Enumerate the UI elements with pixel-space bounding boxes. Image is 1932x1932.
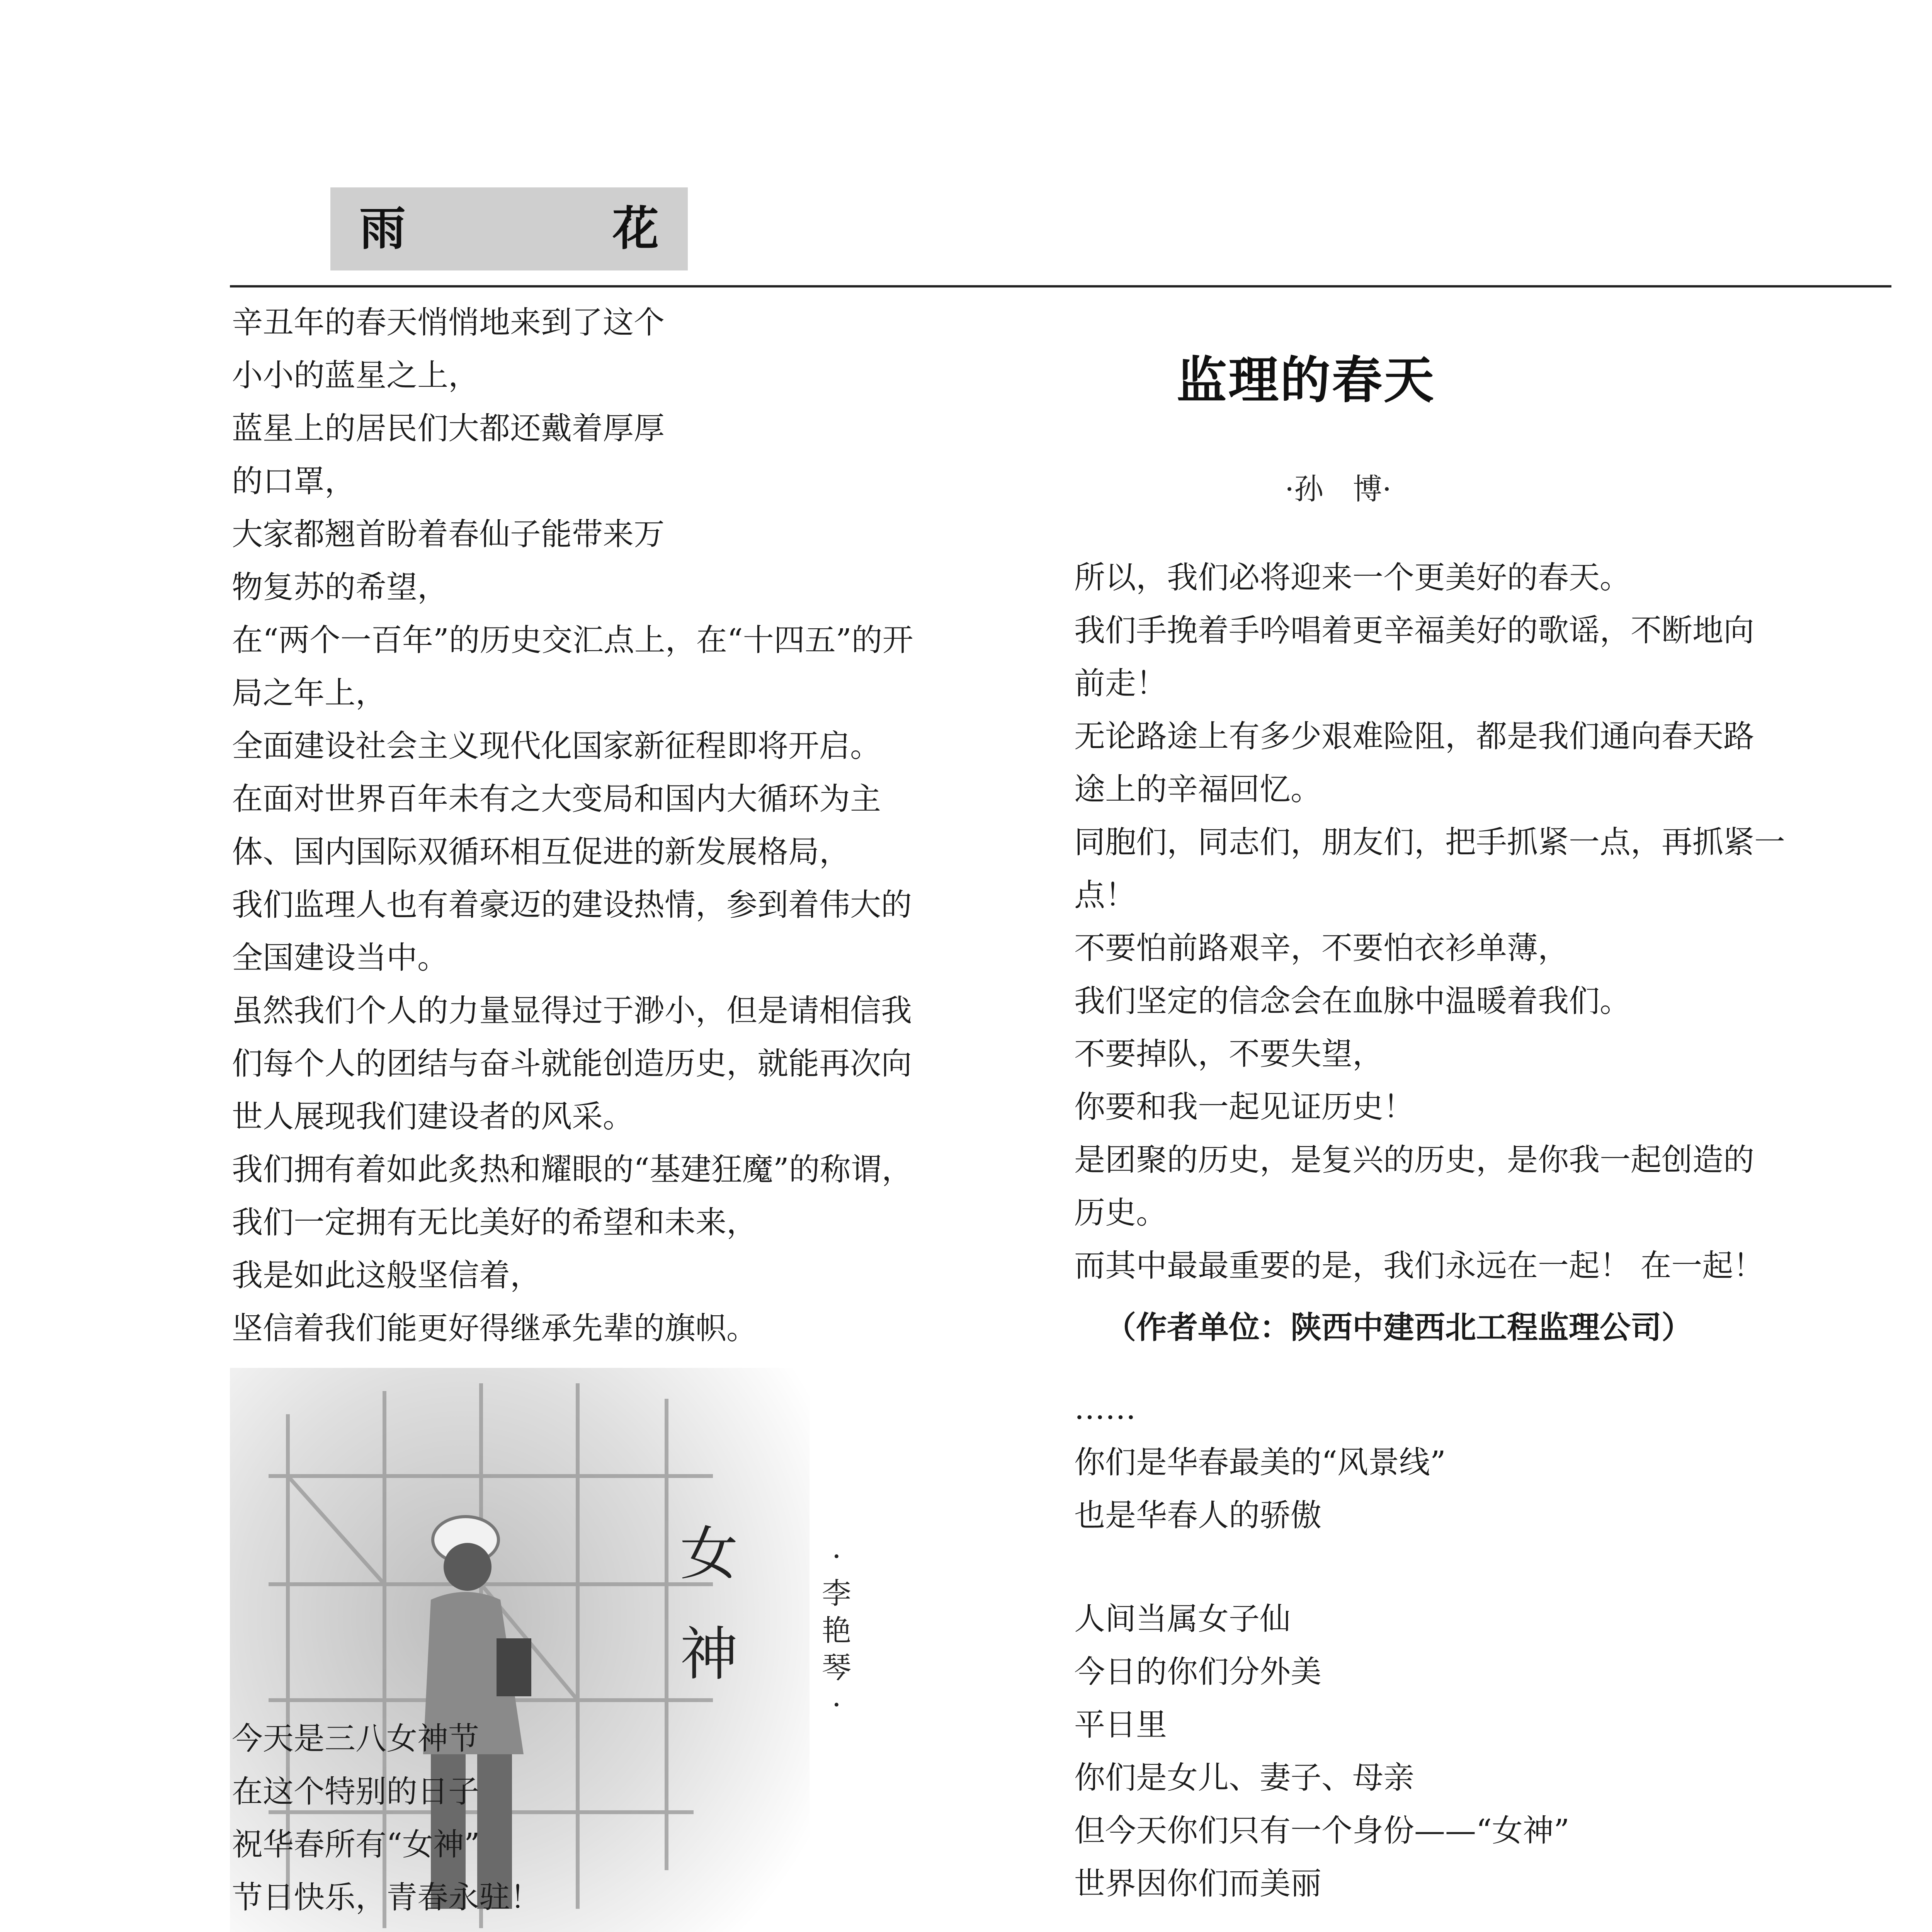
text-line: 你们是女儿、妻子、母亲	[1074, 1760, 1414, 1796]
author-char: ·	[832, 1687, 842, 1722]
text-line: 今天是三八女神节	[232, 1721, 479, 1757]
section-label-char: 花	[612, 202, 659, 256]
text-line: 全国建设当中。	[232, 940, 448, 976]
text-line: 世界因你们而美丽	[1074, 1866, 1321, 1901]
text-line: 祝华春所有“女神”	[232, 1827, 480, 1862]
text-line: 而其中最最重要的是，我们永远在一起！ 在一起！	[1074, 1248, 1764, 1284]
poem-title-char: 神	[680, 1621, 738, 1688]
text-line: 在这个特别的日子	[232, 1774, 479, 1810]
text-line: 今日的你们分外美	[1074, 1654, 1321, 1690]
text-line: 前走！	[1074, 665, 1167, 701]
text-line: 大家都翘首盼着春仙子能带来万	[232, 516, 665, 552]
text-line: 我们监理人也有着豪迈的建设热情，参到着伟大的	[232, 887, 912, 923]
text-line: 不要掉队，不要失望，	[1074, 1036, 1383, 1072]
text-line: 历史。	[1074, 1195, 1167, 1231]
text-line: 是团聚的历史，是复兴的历史，是你我一起创造的	[1074, 1142, 1754, 1178]
text-line: 我们拥有着如此炙热和耀眼的“基建狂魔”的称谓，	[232, 1151, 913, 1187]
text-line: 点！	[1074, 877, 1136, 913]
poem-author-vertical	[815, 1538, 858, 1723]
poem-title-char: 女	[680, 1520, 738, 1588]
text-line: 蓝星上的居民们大都还戴着厚厚	[232, 410, 665, 446]
article-title: 监理的春天	[1176, 351, 1435, 410]
text-line: 我们一定拥有无比美好的希望和未来，	[232, 1204, 757, 1240]
text-line: 体、国内国际双循环相互促进的新发展格局，	[232, 834, 850, 870]
text-line: 坚信着我们能更好得继承先辈的旗帜。	[232, 1310, 757, 1346]
text-line: 也是华春人的骄傲	[1074, 1497, 1321, 1533]
text-line: 不要怕前路艰辛，不要怕衣衫单薄，	[1074, 930, 1569, 966]
text-line: 平日里	[1074, 1707, 1167, 1743]
text-line: 全面建设社会主义现代化国家新征程即将开启。	[232, 728, 881, 764]
article-byline: ·孙 博·	[1285, 472, 1392, 506]
text-line: 同胞们，同志们，朋友们，把手抓紧一点，再抓紧一	[1074, 824, 1785, 860]
text-line: 途上的辛福回忆。	[1074, 771, 1321, 807]
text-line: 所以，我们必将迎来一个更美好的春天。	[1074, 560, 1631, 595]
text-line: 我们坚定的信念会在血脉中温暖着我们。	[1074, 983, 1631, 1019]
text-line: 的口罩，	[232, 463, 355, 499]
text-line: 你要和我一起见证历史！	[1074, 1089, 1414, 1125]
header-rule	[230, 285, 1891, 287]
text-line: 世人展现我们建设者的风采。	[232, 1099, 634, 1134]
text-line: 局之年上，	[232, 675, 386, 711]
author-char: 琴	[822, 1650, 851, 1685]
text-line: 我们手挽着手吟唱着更辛福美好的歌谣，不断地向	[1074, 612, 1754, 648]
author-char: 李	[822, 1576, 851, 1611]
text-line: 物复苏的希望，	[232, 569, 448, 605]
author-affiliation: （作者单位：陕西中建西北工程监理公司）	[1105, 1309, 1692, 1345]
text-line: 节日快乐，青春永驻！	[232, 1879, 541, 1915]
text-line: 小小的蓝星之上，	[232, 357, 479, 393]
text-line: 无论路途上有多少艰难险阻，都是我们通向春天路	[1074, 718, 1754, 754]
text-line: 在“两个一百年”的历史交汇点上，在“十四五”的开	[232, 622, 913, 658]
text-line: 你们是华春最美的“风景线”	[1074, 1444, 1446, 1480]
text-line: 辛丑年的春天悄悄地来到了这个	[232, 304, 665, 340]
text-line: 虽然我们个人的力量显得过于渺小，但是请相信我	[232, 993, 912, 1029]
author-char: 艳	[822, 1613, 851, 1648]
text-line: 我是如此这般坚信着，	[232, 1257, 541, 1293]
text-line: 在面对世界百年未有之大变局和国内大循环为主	[232, 781, 881, 817]
text-line: 但今天你们只有一个身份——“女神”	[1074, 1813, 1570, 1849]
text-line: 们每个人的团结与奋斗就能创造历史，就能再次向	[232, 1046, 912, 1082]
poem-ellipsis: ……	[1074, 1390, 1136, 1426]
author-char: ·	[832, 1539, 842, 1573]
text-line: 人间当属女子仙	[1074, 1601, 1291, 1637]
section-label-char: 雨	[359, 202, 406, 256]
